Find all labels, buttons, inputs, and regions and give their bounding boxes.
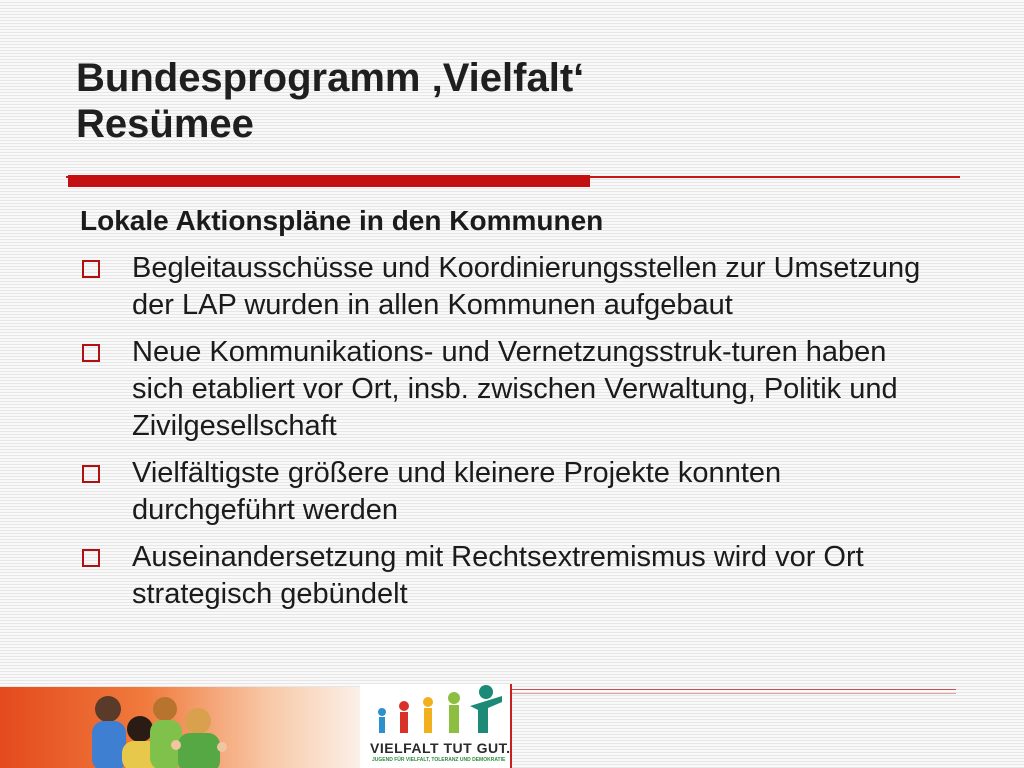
bullet-text: Auseinandersetzung mit Rechtsextremismus wird vor Ort strategisch gebündelt (132, 541, 864, 610)
bullet-item (80, 539, 940, 613)
footer-rule-secondary (512, 693, 956, 694)
logo-divider (510, 684, 512, 768)
group-of-people-photo (0, 687, 360, 768)
vielfalt-logo (360, 684, 512, 768)
bullet-list (80, 250, 940, 613)
vielfalt-figures-logo (360, 684, 510, 740)
bullet-item (80, 334, 940, 445)
bullet-item (80, 250, 940, 324)
square-bullet-icon (82, 344, 100, 362)
logo-text: VIELFALT TUT GUT. (370, 740, 511, 756)
title-line-1: Bundesprogramm ‚Vielfalt‘ (76, 56, 585, 100)
footer-rule (512, 689, 956, 690)
square-bullet-icon (82, 260, 100, 278)
bullet-text: Neue Kommunikations- und Vernetzungsstruk-turen haben sich etabliert vor Ort, insb. zwischen Verwaltung, Politik und Zivilgesellschaft (132, 336, 898, 442)
bullet-text: Begleitausschüsse und Koordinierungsstellen zur Umsetzung der LAP wurden in allen Kommunen aufgebaut (132, 252, 921, 321)
slide-title (76, 55, 956, 147)
title-underline-accent (68, 175, 590, 187)
title-line-2: Resümee (76, 102, 254, 146)
bullet-text: Vielfältigste größere und kleinere Projekte konnten durchgeführt werden (132, 457, 782, 526)
section-subheading: Lokale Aktionspläne in den Kommunen (80, 205, 604, 236)
logo-subtext: JUGEND FÜR VIELFALT, TOLERANZ UND DEMOKRATIE (372, 757, 506, 763)
people-illustration (0, 687, 360, 768)
slide-content (80, 204, 940, 623)
square-bullet-icon (82, 465, 100, 483)
square-bullet-icon (82, 549, 100, 567)
bullet-item (80, 455, 940, 529)
